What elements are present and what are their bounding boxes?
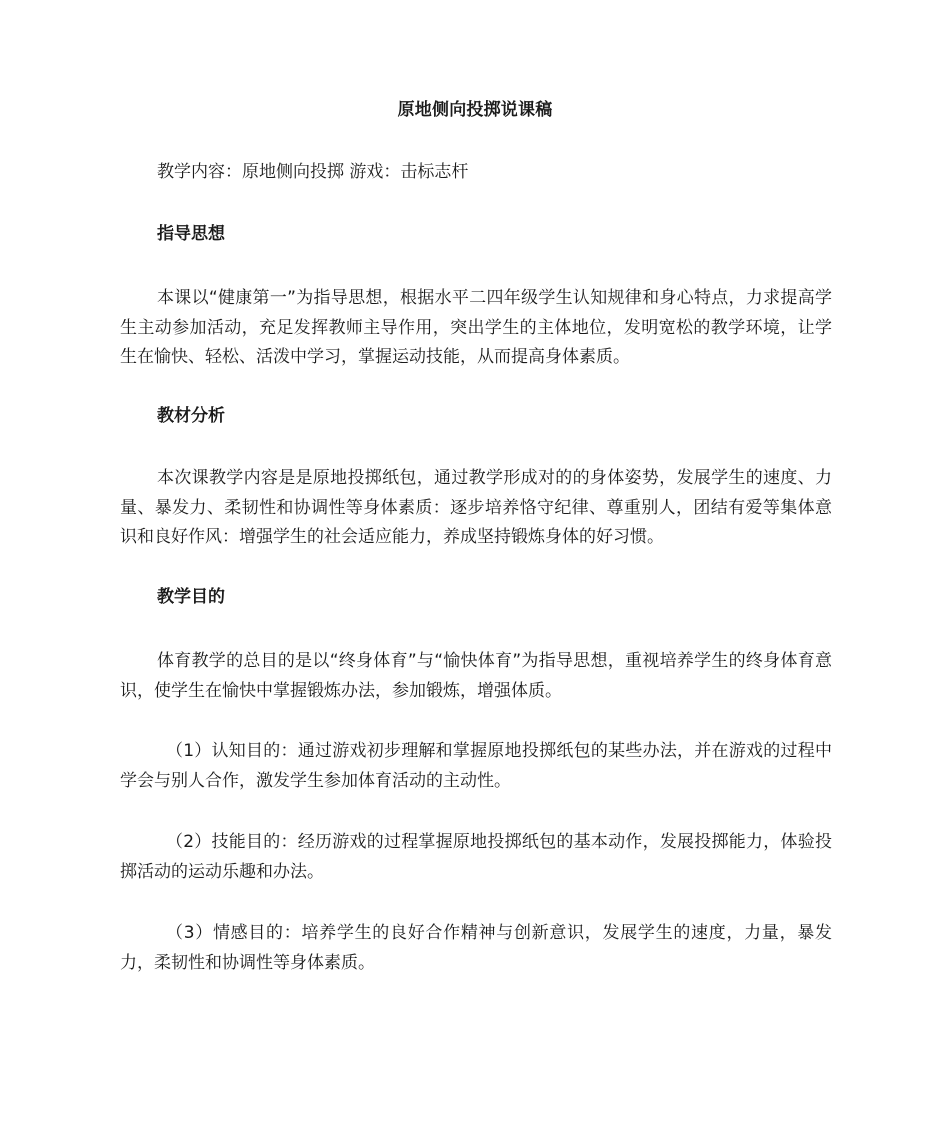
section-heading-guiding-ideology: 指导思想 bbox=[157, 224, 225, 244]
paragraph-overall-objective: 体育教学的总目的是以“终身体育”与“愉快体育”为指导思想，重视培养学生的终身体育意识，使学生在愉快中掌握锻炼办法，参加锻炼，增强体质。 bbox=[120, 651, 832, 701]
paragraph-cognitive-objective: （1）认知目的：通过游戏初步理解和掌握原地投掷纸包的某些办法，并在游戏的过程中学会与别人合作，激发学生参加体育活动的主动性。 bbox=[120, 741, 832, 791]
section-heading-material-analysis: 教材分析 bbox=[157, 406, 225, 426]
document-title: 原地侧向投掷说课稿 bbox=[397, 100, 553, 120]
teaching-content-line: 教学内容：原地侧向投掷 游戏：击标志杆 bbox=[157, 162, 469, 182]
paragraph-affective-objective: （3）情感目的：培养学生的良好合作精神与创新意识，发展学生的速度，力量，暴发力，柔韧性和协调性等身体素质。 bbox=[120, 923, 832, 973]
paragraph-guiding-ideology: 本课以“健康第一”为指导思想，根据水平二四年级学生认知规律和身心特点，力求提高学生主动参加活动，充足发挥教师主导作用，突出学生的主体地位，发明宽松的教学环境，让学生在愉快、轻松、活泼中学习，掌握运动技能，从而提高身体素质。 bbox=[120, 288, 832, 367]
paragraph-material-analysis: 本次课教学内容是是原地投掷纸包，通过教学形成对的的身体姿势，发展学生的速度、力量、暴发力、柔韧性和协调性等身体素质：逐步培养恪守纪律、尊重别人，团结有爱等集体意识和良好作风：增强学生的社会适应能力，养成坚持锻炼身体的好习惯。 bbox=[120, 468, 832, 547]
section-heading-teaching-objectives: 教学目的 bbox=[157, 587, 225, 607]
paragraph-skill-objective: （2）技能目的：经历游戏的过程掌握原地投掷纸包的基本动作，发展投掷能力，体验投掷活动的运动乐趣和办法。 bbox=[120, 832, 832, 882]
